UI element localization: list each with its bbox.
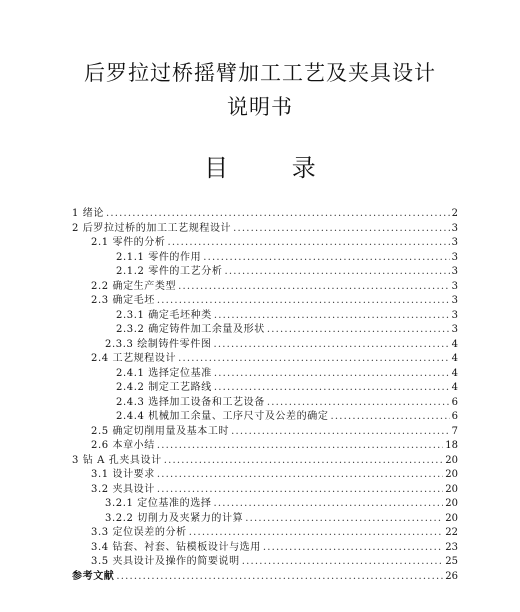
toc-entry-label: 2.6 本章小结 (91, 440, 155, 451)
toc-entry[interactable] (72, 555, 458, 570)
toc-leader-dots (116, 570, 443, 585)
toc-leader-dots (213, 338, 449, 353)
toc-entry[interactable] (72, 352, 458, 367)
toc-leader-dots (245, 512, 443, 527)
toc-entry-page: 26 (445, 570, 458, 582)
document-title-block (0, 56, 520, 124)
toc-leader-dots (157, 439, 443, 454)
toc-entry-page: 3 (451, 280, 458, 292)
toc-entry-page: 6 (451, 396, 458, 408)
toc-entry-page: 3 (451, 266, 458, 277)
toc-entry[interactable] (72, 207, 458, 222)
toc-entry-label: 2.4.3 选择加工设备和工艺设备 (116, 396, 265, 408)
toc-entry[interactable] (72, 265, 458, 280)
toc-leader-dots (167, 236, 449, 251)
toc-entry[interactable] (72, 541, 458, 556)
toc-entry[interactable] (72, 222, 458, 237)
toc-entry[interactable] (72, 468, 458, 483)
toc-entry-label: 3.2.1 定位基准的选择 (105, 498, 212, 509)
toc-entry-page: 23 (445, 541, 458, 553)
toc-entry[interactable] (72, 425, 458, 440)
toc-entry-label: 3.1 设计要求 (91, 469, 155, 480)
toc-entry-label: 2.3 确定毛坯 (91, 295, 155, 306)
toc-leader-dots (233, 222, 449, 237)
toc-leader-dots (203, 251, 449, 266)
toc-leader-dots (267, 396, 450, 411)
toc-leader-dots (106, 207, 450, 222)
toc-entry-label: 3.4 钻套、衬套、钻模板设计与选用 (91, 541, 261, 553)
toc-entry[interactable] (72, 294, 458, 309)
toc-entry[interactable] (72, 570, 458, 585)
toc-entry[interactable] (72, 367, 458, 382)
toc-leader-dots (157, 483, 443, 498)
toc-entry-label: 2.4.1 选择定位基准 (116, 367, 212, 379)
toc-entry-label: 2.1 零件的分析 (91, 237, 166, 248)
toc-entry-page: 4 (451, 338, 458, 350)
toc-leader-dots (263, 541, 443, 556)
toc-entry-label: 3.2.2 切削力及夹紧力的计算 (105, 512, 244, 524)
toc-leader-dots (267, 323, 450, 338)
toc-entry-page: 3 (451, 222, 458, 234)
table-of-contents (72, 207, 458, 584)
toc-entry-label: 2.4.2 制定工艺路线 (116, 382, 212, 393)
toc-leader-dots (213, 497, 443, 512)
toc-entry[interactable] (72, 396, 458, 411)
toc-leader-dots (231, 425, 450, 440)
toc-entry[interactable] (72, 410, 458, 425)
toc-heading: 目 录 (204, 154, 344, 182)
toc-entry-page: 18 (445, 440, 458, 451)
toc-entry-label: 2.4.4 机械加工余量、工序尺寸及公差的确定 (116, 411, 329, 422)
toc-entry[interactable] (72, 280, 458, 295)
toc-entry-page: 3 (451, 309, 458, 321)
toc-entry-page: 2 (451, 208, 458, 219)
toc-entry-label: 参考文献 (72, 570, 115, 582)
toc-entry-page: 4 (451, 367, 458, 379)
toc-entry-page: 4 (451, 382, 458, 393)
toc-entry[interactable] (72, 526, 458, 541)
toc-entry-page: 20 (445, 469, 458, 480)
toc-leader-dots (214, 381, 450, 396)
toc-entry-label: 3.5 夹具设计及操作的简要说明 (91, 556, 240, 567)
toc-leader-dots (189, 526, 444, 541)
toc-entry-label: 2.3.1 确定毛坯种类 (116, 309, 212, 321)
toc-entry-label: 2.3.2 确定铸件加工余量及形状 (116, 324, 265, 335)
toc-entry-label: 3 钻 A 孔夹具设计 (72, 454, 162, 466)
toc-entry-label: 2.1.2 零件的工艺分析 (116, 266, 223, 277)
toc-leader-dots (224, 265, 449, 280)
toc-entry[interactable] (72, 236, 458, 251)
toc-entry-page: 20 (445, 454, 458, 466)
toc-entry-page: 20 (445, 498, 458, 509)
toc-entry-page: 6 (451, 411, 458, 422)
toc-entry-label: 3.2 夹具设计 (91, 483, 155, 495)
toc-entry-label: 3.3 定位误差的分析 (91, 527, 187, 538)
toc-entry[interactable] (72, 483, 458, 498)
toc-entry[interactable] (72, 454, 458, 469)
document-subtitle: 说明书 (227, 95, 293, 119)
toc-leader-dots (242, 555, 444, 570)
toc-leader-dots (164, 454, 444, 469)
toc-entry-page: 20 (445, 483, 458, 495)
toc-entry-label: 2.2 确定生产类型 (91, 280, 177, 292)
toc-leader-dots (178, 280, 450, 295)
toc-entry[interactable] (72, 338, 458, 353)
toc-entry[interactable] (72, 512, 458, 527)
toc-entry-label: 2.4 工艺规程设计 (91, 353, 177, 364)
toc-entry[interactable] (72, 251, 458, 266)
toc-leader-dots (214, 309, 450, 324)
toc-entry[interactable] (72, 497, 458, 512)
toc-entry[interactable] (72, 439, 458, 454)
toc-entry-label: 2 后罗拉过桥的加工工艺规程设计 (72, 222, 232, 234)
toc-entry-page: 3 (451, 237, 458, 248)
toc-entry-page: 3 (451, 324, 458, 335)
toc-entry-label: 2.3.3 绘制铸件零件图 (105, 338, 212, 350)
document-title: 后罗拉过桥摇臂加工工艺及夹具设计 (84, 61, 436, 85)
toc-leader-dots (157, 294, 450, 309)
toc-entry[interactable] (72, 309, 458, 324)
toc-entry-label: 2.5 确定切削用量及基本工时 (91, 425, 230, 437)
toc-entry-label: 1 绪论 (72, 208, 104, 219)
toc-entry-page: 25 (445, 556, 458, 567)
toc-leader-dots (178, 352, 450, 367)
toc-leader-dots (330, 410, 449, 425)
toc-entry-page: 3 (451, 251, 458, 263)
toc-entry[interactable] (72, 323, 458, 338)
toc-entry-page: 22 (445, 527, 458, 538)
toc-entry-page: 3 (451, 295, 458, 306)
toc-leader-dots (157, 468, 443, 483)
toc-entry-page: 7 (451, 425, 458, 437)
toc-entry-page: 20 (445, 512, 458, 524)
toc-entry-page: 4 (451, 353, 458, 364)
toc-leader-dots (214, 367, 450, 382)
toc-entry[interactable] (72, 381, 458, 396)
toc-entry-label: 2.1.1 零件的作用 (116, 251, 202, 263)
